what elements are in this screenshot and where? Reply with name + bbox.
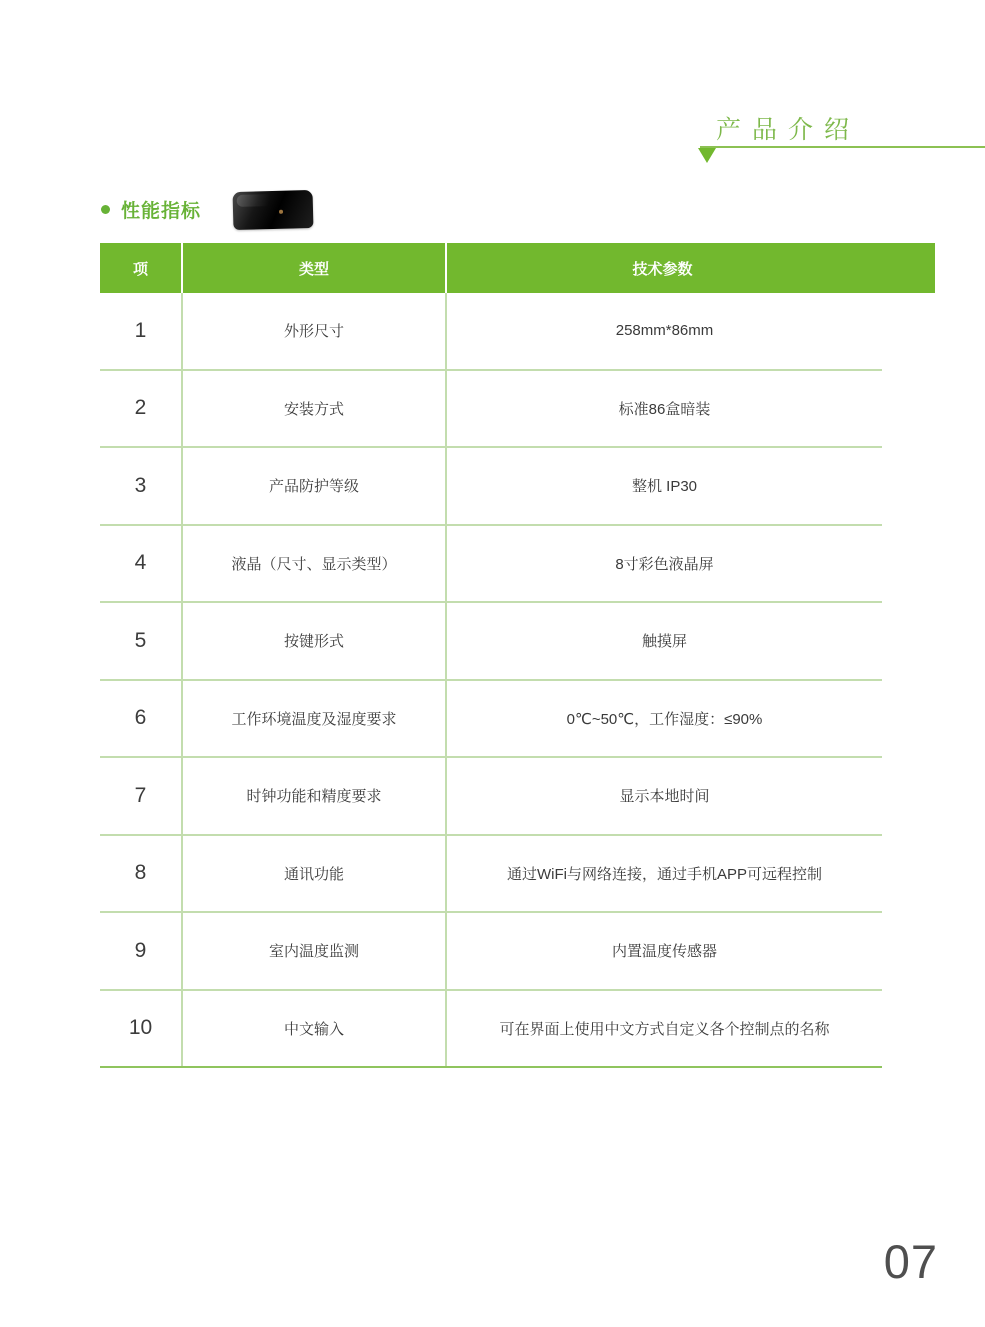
row-param-cell: 0℃~50℃，工作湿度：≤90% [566, 710, 763, 728]
row-number-cell: 10 [100, 991, 183, 1067]
row-type-cell: 通讯功能 [183, 836, 447, 912]
row-type-cell: 工作环境温度及湿度要求 [183, 681, 447, 757]
row-type-cell: 中文输入 [183, 991, 447, 1067]
table-row [100, 371, 882, 449]
row-number-cell: 8 [100, 836, 183, 912]
row-type-cell: 产品防护等级 [183, 448, 447, 524]
row-param-cell: 整机 IP30 [631, 478, 698, 496]
row-param-cell: 8寸彩色液晶屏 [615, 555, 714, 573]
row-param-cell: 标准86盒暗装 [618, 400, 711, 418]
table-row [100, 448, 882, 526]
row-number-cell: 1 [100, 293, 183, 369]
photo-glare [237, 194, 283, 207]
row-number-cell: 3 [100, 448, 183, 524]
table-row [100, 603, 882, 681]
row-param-cell: 可在界面上使用中文方式自定义各个控制点的名称 [499, 1020, 830, 1038]
page-number: 07 [883, 1235, 938, 1288]
section-heading [101, 196, 201, 223]
down-triangle-icon [698, 148, 716, 163]
photo-indicator-dot [279, 210, 283, 214]
column-header-type: 类型 [183, 243, 447, 293]
column-header-params: 技术参数 [632, 260, 693, 278]
row-param-cell: 通过WiFi与网络连接，通过手机APP可远程控制 [506, 865, 822, 883]
table-row [100, 991, 882, 1069]
row-type-cell: 液晶（尺寸、显示类型） [183, 526, 447, 602]
section-title: 性能指标 [121, 201, 202, 222]
row-number-cell: 9 [100, 913, 183, 989]
table-row [100, 913, 882, 991]
row-type-cell: 时钟功能和精度要求 [183, 758, 447, 834]
page-title: 产品介绍 [716, 116, 861, 144]
row-type-cell: 按键形式 [183, 603, 447, 679]
row-type-cell: 外形尺寸 [183, 293, 447, 369]
spec-table-header [100, 243, 935, 293]
row-number-cell: 6 [100, 681, 183, 757]
header-divider-line [700, 146, 985, 148]
column-header-item: 项 [100, 243, 183, 293]
row-param-cell: 显示本地时间 [619, 788, 710, 806]
table-row [100, 293, 882, 371]
row-type-cell: 室内温度监测 [183, 913, 447, 989]
table-row [100, 758, 882, 836]
row-param-cell: 内置温度传感器 [611, 943, 717, 961]
product-photo [233, 190, 314, 230]
bullet-dot-icon [101, 205, 110, 214]
spec-table-body [100, 293, 882, 1068]
table-row [100, 681, 882, 759]
header-extension-bar [878, 243, 935, 293]
row-param-cell: 触摸屏 [641, 633, 687, 651]
row-number-cell: 5 [100, 603, 183, 679]
row-param-cell: 258mm*86mm [615, 322, 714, 340]
row-type-cell: 安装方式 [183, 371, 447, 447]
row-number-cell: 2 [100, 371, 183, 447]
row-number-cell: 7 [100, 758, 183, 834]
table-row [100, 526, 882, 604]
row-number-cell: 4 [100, 526, 183, 602]
table-row [100, 836, 882, 914]
